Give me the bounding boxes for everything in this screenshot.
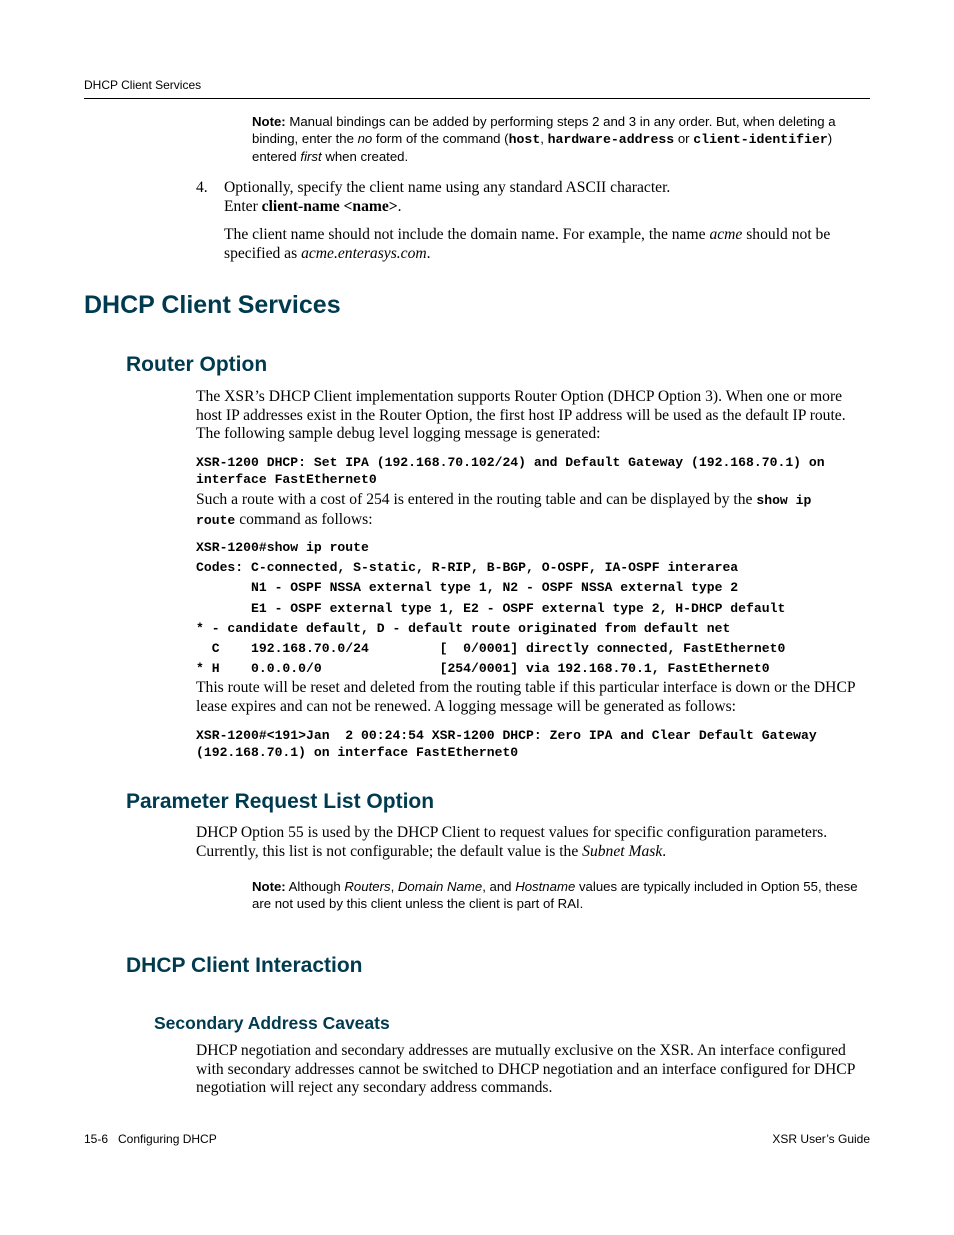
footer-guide-title: XSR User’s Guide	[772, 1132, 870, 1146]
step-4-line1: Optionally, specify the client name using any standard ASCII character.	[224, 179, 671, 196]
note-text: form of the command (	[372, 131, 509, 146]
note-text: when created.	[321, 149, 409, 164]
note-label: Note:	[252, 879, 286, 894]
router-option-paragraph-2	[196, 491, 870, 530]
secondary-address-heading: Secondary Address Caveats	[154, 1013, 390, 1033]
note-text: values are typically included in Option 55, these are not used by this client unless the client is part of RAI.	[252, 879, 858, 911]
para-text: The client name should not include the domain name. For example, the name	[224, 226, 710, 243]
para-text: Such a route with a cost of 254 is entered in the routing table and can be displayed by the	[196, 491, 757, 508]
client-name-paragraph	[224, 226, 870, 263]
inline-command: route	[196, 512, 236, 528]
code-line: * - candidate default, D - default route originated from default net	[196, 620, 731, 636]
router-option-paragraph-1: The XSR’s DHCP Client implementation supports Router Option (DHCP Option 3). When one or more host IP addresses exist in the Router Option, the first host IP address will be used as the default IP route. The following sample debug level logging message is generated:	[196, 388, 846, 442]
client-interaction-heading: DHCP Client Interaction	[126, 954, 363, 977]
note-text: ,	[540, 131, 548, 146]
note-text: ,	[390, 879, 398, 894]
log-message-1	[196, 454, 825, 488]
parameter-request-paragraph	[196, 824, 870, 861]
footer-page-label: 15-6 Configuring DHCP	[84, 1132, 217, 1146]
step-command: client-name <name>	[261, 197, 398, 215]
note-emphasis: first	[300, 149, 322, 164]
log-message-2	[196, 727, 817, 761]
note-text: , and	[482, 879, 516, 894]
note-emphasis: Routers	[344, 879, 391, 894]
note-emphasis: no	[357, 131, 373, 146]
code-line: E1 - OSPF external type 1, E2 - OSPF external type 2, H-DHCP default	[196, 600, 786, 616]
code-line: (192.168.70.1) on interface FastEthernet0	[196, 745, 519, 760]
code-line: XSR-1200#show ip route	[196, 540, 369, 555]
section-title: DHCP Client Services	[84, 291, 341, 319]
note-text: or	[674, 131, 694, 146]
note-manual-bindings	[252, 113, 870, 165]
note-code: hardware-address	[547, 132, 675, 147]
code-line: XSR-1200#<191>Jan 2 00:24:54 XSR-1200 DHCP: Zero IPA and Clear Default Gateway	[196, 728, 817, 743]
note-emphasis: Hostname	[515, 879, 576, 894]
note-text: Although	[285, 879, 345, 894]
para-emphasis: acme.enterasys.com	[301, 244, 427, 262]
para-text: .	[426, 244, 431, 262]
step-4-line2	[224, 198, 870, 217]
code-line: N1 - OSPF NSSA external type 1, N2 - OSPF NSSA external type 2	[196, 580, 739, 596]
parameter-request-heading: Parameter Request List Option	[126, 790, 435, 813]
note-label: Note:	[252, 114, 286, 129]
para-emphasis: Subnet Mask	[582, 842, 663, 860]
route-table-output	[196, 538, 785, 679]
note-text: ) entered	[252, 131, 833, 164]
code-line: interface FastEthernet0	[196, 472, 377, 487]
step-4	[224, 179, 870, 216]
note-option-55	[252, 878, 870, 912]
code-line: * H 0.0.0.0/0 [254/0001] via 192.168.70.1, FastEthernet0	[196, 661, 770, 677]
step-text: Enter	[224, 197, 262, 215]
code-line: Codes: C-connected, S-static, R-RIP, B-BGP, O-OSPF, IA-OSPF interarea	[196, 560, 739, 576]
step-text: .	[397, 197, 402, 215]
code-line: C 192.168.70.0/24 [ 0/0001] directly connected, FastEthernet0	[196, 641, 786, 657]
note-emphasis: Domain Name	[397, 879, 483, 894]
inline-command: show ip	[756, 493, 812, 508]
code-line: XSR-1200 DHCP: Set IPA (192.168.70.102/24) and Default Gateway (192.168.70.1) on	[196, 455, 825, 470]
running-header: DHCP Client Services	[84, 78, 202, 92]
step-number: 4.	[196, 179, 208, 196]
para-emphasis: acme	[709, 226, 743, 243]
para-text: .	[662, 842, 667, 860]
note-text: Manual bindings can be added by performing steps 2 and 3 in any order. But, when deleting a binding, enter the	[252, 114, 836, 146]
note-code: host	[508, 132, 541, 147]
router-option-paragraph-3: This route will be reset and deleted from the routing table if this particular interface is down or the DHCP lease expires and can not be renewed. A logging message will be generated as follows:	[196, 679, 855, 715]
header-rule	[84, 98, 870, 99]
note-code: client-identifier	[693, 132, 828, 147]
router-option-heading: Router Option	[126, 353, 268, 376]
para-text: command as follows:	[235, 510, 373, 528]
para-text: DHCP Option 55 is used by the DHCP Client to request values for specific configuration parameters. Currently, this list is not configurable; the default value is the	[196, 824, 828, 860]
secondary-address-paragraph: DHCP negotiation and secondary addresses are mutually exclusive on the XSR. An interface configured with secondary addresses cannot be switched to DHCP negotiation and an interface configured for DHCP negotiation will reject any secondary address commands.	[196, 1042, 855, 1096]
para-text: should not be specified as	[224, 226, 831, 262]
